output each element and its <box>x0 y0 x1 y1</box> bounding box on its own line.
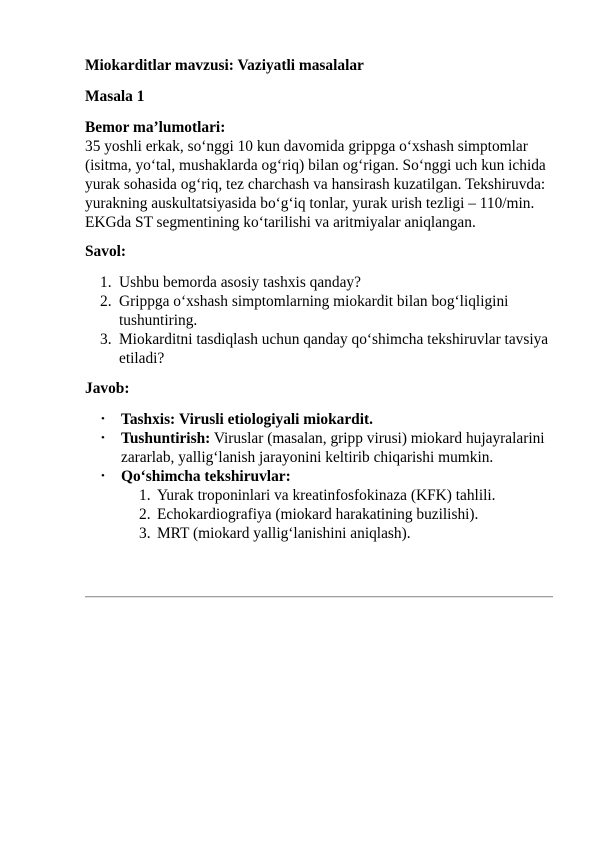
bullet-icon: • <box>101 470 105 482</box>
test-text: MRT (miokard yallig‘lanishini aniqlash). <box>157 525 411 542</box>
answer-item-explanation <box>85 429 555 467</box>
horizontal-divider <box>85 596 553 598</box>
test-number: 2. <box>139 506 151 523</box>
test-number: 1. <box>139 487 151 504</box>
bullet-icon: • <box>101 432 105 444</box>
question-number: 2. <box>100 293 112 310</box>
question-text: Miokarditni tasdiqlash uchun qanday qo‘shimcha tekshiruvlar tavsiya etiladi? <box>119 331 549 367</box>
question-number: 1. <box>100 274 112 291</box>
patient-heading: Bemor ma’lumotlari: <box>85 119 226 136</box>
answer-item-tests <box>85 467 555 543</box>
test-item <box>121 505 555 524</box>
explanation-text: Viruslar (masalan, gripp virusi) miokard hujayralarini zararlab, yallig‘lanish jarayonini keltirib chiqarishi mumkin. <box>121 430 545 466</box>
question-text: Ushbu bemorda asosiy tashxis qanday? <box>119 274 361 291</box>
document-title: Miokarditlar mavzusi: Vaziyatli masalalar <box>85 57 364 74</box>
answer-heading: Javob: <box>85 380 130 397</box>
test-text: Yurak troponinlari va kreatinfosfokinaza (KFK) tahlili. <box>157 487 496 504</box>
explanation-label: Tushuntirish: <box>121 430 211 447</box>
case-heading: Masala 1 <box>85 88 145 105</box>
diagnosis-label: Tashxis: <box>121 411 176 428</box>
question-item <box>85 292 555 330</box>
question-heading: Savol: <box>85 243 127 260</box>
test-item <box>121 486 555 505</box>
test-number: 3. <box>139 525 151 542</box>
patient-description: 35 yoshli erkak, so‘nggi 10 kun davomida grippga o‘xshash simptomlar (isitma, yo‘tal, mushaklarda og‘riq) bilan og‘rigan. So‘nggi uch kun ichida yurak sohasida og‘riq, tez charchash va hansirash kuzatilgan. Tekshiruvda: yurakning auskultatsiyasida bo‘g‘iq tonlar, yurak urish tezligi – 110/min. EKGda ST segmentining ko‘tarilishi va aritmiyalar aniqlangan. <box>85 138 546 231</box>
answer-item-diagnosis <box>85 410 555 429</box>
bullet-icon: • <box>101 413 105 425</box>
diagnosis-text: Virusli etiologiyali miokardit. <box>179 411 373 428</box>
question-list <box>85 273 555 368</box>
question-item <box>85 330 555 368</box>
tests-list <box>121 486 555 543</box>
document-page <box>85 56 555 543</box>
question-number: 3. <box>100 331 112 348</box>
tests-label: Qo‘shimcha tekshiruvlar: <box>121 468 291 485</box>
question-text: Grippga o‘xshash simptomlarning miokardit bilan bog‘liqligini tushuntiring. <box>119 293 509 329</box>
answer-list <box>85 410 555 543</box>
test-text: Echokardiografiya (miokard harakatining buzilishi). <box>157 506 479 523</box>
test-item <box>121 524 555 543</box>
question-item <box>85 273 555 292</box>
